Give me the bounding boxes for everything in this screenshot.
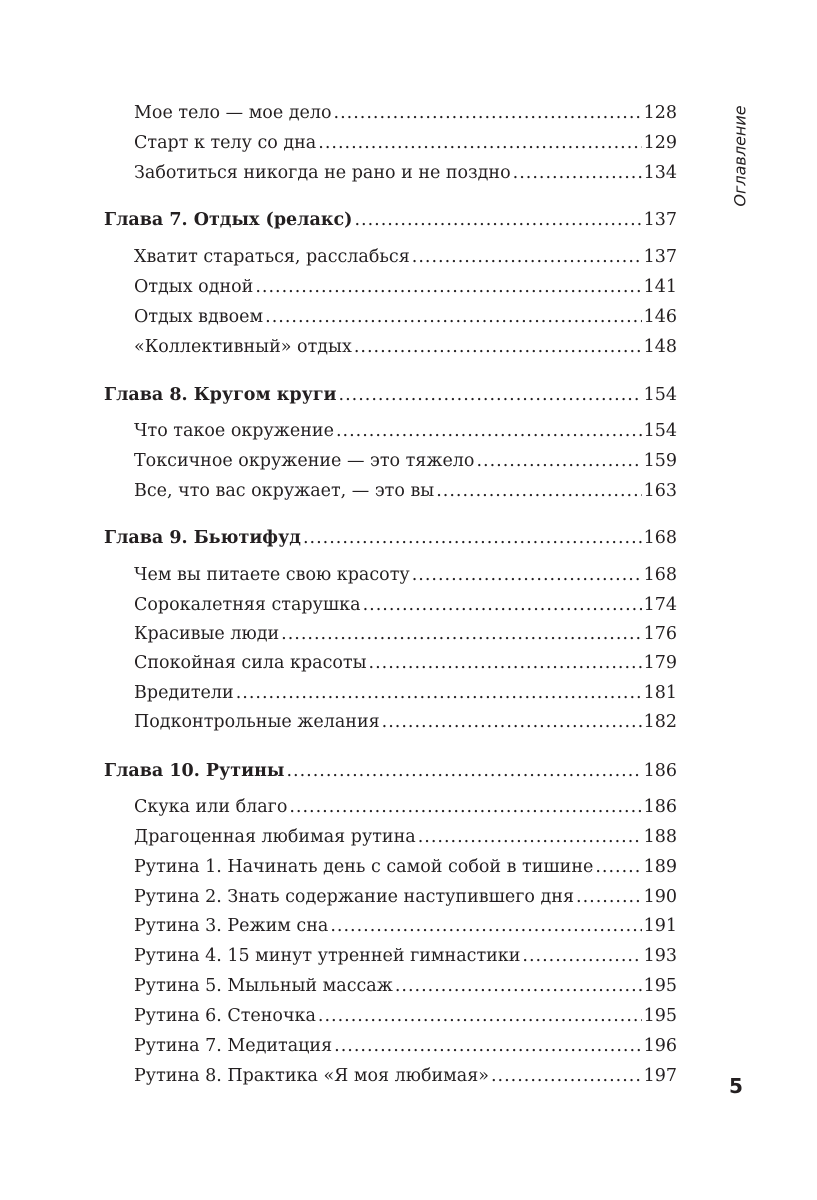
toc-leader-dots <box>236 682 642 704</box>
toc-leader-dots <box>476 450 641 472</box>
toc-leader-dots <box>395 975 642 997</box>
toc-leader-dots <box>576 886 642 908</box>
toc-leader-dots <box>339 384 642 406</box>
toc-page-number: 163 <box>643 481 677 501</box>
toc-entry <box>134 162 677 184</box>
toc-leader-dots <box>334 1035 641 1057</box>
toc-page-number: 154 <box>643 421 677 441</box>
toc-page-number: 148 <box>643 337 677 357</box>
toc-entry <box>134 336 677 358</box>
toc-entry <box>134 276 677 298</box>
toc-page-number: 181 <box>643 683 677 703</box>
toc-leader-dots <box>354 336 642 358</box>
toc-chapter-title: Глава 7. Отдых (релакс) <box>104 210 353 230</box>
toc-entry <box>134 246 677 268</box>
toc-page-number: 195 <box>643 976 677 996</box>
toc-entry-title: Рутина 3. Режим сна <box>134 916 329 936</box>
toc-page-number: 141 <box>643 277 677 297</box>
toc-entry-title: Рутина 8. Практика «Я моя любимая» <box>134 1066 489 1086</box>
toc-entry <box>134 132 677 154</box>
toc-chapter <box>104 760 677 782</box>
toc-leader-dots <box>318 1005 642 1027</box>
toc-entry <box>134 564 677 586</box>
toc-entry-title: Токсичное окружение — это тяжело <box>134 451 475 471</box>
toc-entry <box>134 652 677 674</box>
toc-page-number: 190 <box>643 887 677 907</box>
toc-entry <box>134 796 677 818</box>
toc-page-number: 186 <box>643 797 677 817</box>
toc-leader-dots <box>354 209 641 231</box>
toc-entry-title: Спокойная сила красоты <box>134 653 367 673</box>
toc-page-number: 129 <box>643 133 677 153</box>
toc-entry <box>134 945 677 967</box>
toc-leader-dots <box>363 594 642 616</box>
toc-page-number: 168 <box>643 565 677 585</box>
toc-chapter-title: Глава 9. Бьютифуд <box>104 528 301 548</box>
toc-page-number: 174 <box>643 595 677 615</box>
toc-entry-title: Хватит стараться, расслабься <box>134 247 410 267</box>
toc-entry-title: Рутина 7. Медитация <box>134 1036 333 1056</box>
toc-entry-title: Красивые люди <box>134 624 280 644</box>
toc-entry-title: Вредители <box>134 683 234 703</box>
toc-leader-dots <box>436 480 641 502</box>
toc-leader-dots <box>334 102 642 124</box>
toc-entry <box>134 480 677 502</box>
toc-leader-dots <box>491 1065 642 1087</box>
toc-entry-title: Подконтрольные желания <box>134 712 380 732</box>
toc-entry <box>134 623 677 645</box>
toc-page-number: 193 <box>643 946 677 966</box>
toc-page-number: 188 <box>643 827 677 847</box>
toc-page-number: 128 <box>643 103 677 123</box>
toc-entry <box>134 682 677 704</box>
toc-leader-dots <box>412 564 642 586</box>
toc-leader-dots <box>255 276 641 298</box>
toc-page-number: 134 <box>643 163 677 183</box>
toc-entry <box>134 915 677 937</box>
toc-entry-title: Что такое окружение <box>134 421 334 441</box>
toc-entry <box>134 1035 677 1057</box>
toc-leader-dots <box>286 760 641 782</box>
toc-entry <box>134 1065 677 1087</box>
toc-leader-dots <box>418 826 642 848</box>
toc-leader-dots <box>522 945 641 967</box>
toc-page-number: 168 <box>643 528 677 548</box>
page-number: 5 <box>729 1074 743 1098</box>
toc-entry-title: Рутина 1. Начинать день с самой собой в тишине <box>134 857 594 877</box>
toc-entry-title: Отдых одной <box>134 277 254 297</box>
toc-page-number: 137 <box>643 247 677 267</box>
toc-leader-dots <box>281 623 641 645</box>
toc-leader-dots <box>289 796 641 818</box>
toc-entry-title: Сорокалетняя старушка <box>134 595 361 615</box>
toc-leader-dots <box>330 915 641 937</box>
toc-page-number: 154 <box>643 385 677 405</box>
toc-chapter <box>104 527 677 549</box>
toc-page-number: 146 <box>643 307 677 327</box>
toc-page-number: 182 <box>643 712 677 732</box>
toc-entry <box>134 420 677 442</box>
toc-entry <box>134 711 677 733</box>
toc-leader-dots <box>369 652 642 674</box>
toc-leader-dots <box>318 132 641 154</box>
toc-entry-title: Старт к телу со дна <box>134 133 317 153</box>
toc-entry <box>134 886 677 908</box>
toc-chapter-title: Глава 10. Рутины <box>104 761 285 781</box>
toc-page-number: 189 <box>643 857 677 877</box>
toc-leader-dots <box>412 246 642 268</box>
toc-entry-title: Отдых вдвоем <box>134 307 264 327</box>
toc-page-number: 196 <box>643 1036 677 1056</box>
toc-entry-title: Мое тело — мое дело <box>134 103 332 123</box>
toc-entry-title: Рутина 2. Знать содержание наступившего дня <box>134 887 574 907</box>
toc-page-number: 176 <box>643 624 677 644</box>
toc-chapter <box>104 209 677 231</box>
toc-entry-title: Рутина 6. Стеночка <box>134 1006 316 1026</box>
toc-entry-title: Заботиться никогда не рано и не поздно <box>134 163 511 183</box>
toc-entry-title: «Коллективный» отдых <box>134 337 352 357</box>
toc-entry <box>134 1005 677 1027</box>
toc-entry-title: Рутина 4. 15 минут утренней гимнастики <box>134 946 521 966</box>
running-head: Оглавление <box>730 105 750 207</box>
toc-page-number: 197 <box>643 1066 677 1086</box>
toc-entry-title: Все, что вас окружает, — это вы <box>134 481 435 501</box>
toc-chapter-title: Глава 8. Кругом круги <box>104 385 337 405</box>
toc-entry <box>134 975 677 997</box>
toc-leader-dots <box>265 306 641 328</box>
toc-page-number: 195 <box>643 1006 677 1026</box>
toc-leader-dots <box>336 420 642 442</box>
toc-entry <box>134 826 677 848</box>
toc-leader-dots <box>595 856 641 878</box>
toc-page-number: 137 <box>643 210 677 230</box>
toc-entry <box>134 856 677 878</box>
toc-entry <box>134 102 677 124</box>
toc-entry-title: Рутина 5. Мыльный массаж <box>134 976 393 996</box>
toc-entry-title: Драгоценная любимая рутина <box>134 827 416 847</box>
toc-page-number: 159 <box>643 451 677 471</box>
table-of-contents <box>104 0 677 1200</box>
toc-leader-dots <box>303 527 642 549</box>
toc-leader-dots <box>513 162 642 184</box>
toc-chapter <box>104 384 677 406</box>
toc-entry <box>134 594 677 616</box>
toc-entry-title: Скука или благо <box>134 797 288 817</box>
toc-leader-dots <box>382 711 642 733</box>
toc-entry <box>134 450 677 472</box>
toc-entry <box>134 306 677 328</box>
toc-entry-title: Чем вы питаете свою красоту <box>134 565 410 585</box>
toc-page-number: 179 <box>643 653 677 673</box>
toc-page-number: 186 <box>643 761 677 781</box>
toc-page-number: 191 <box>643 916 677 936</box>
